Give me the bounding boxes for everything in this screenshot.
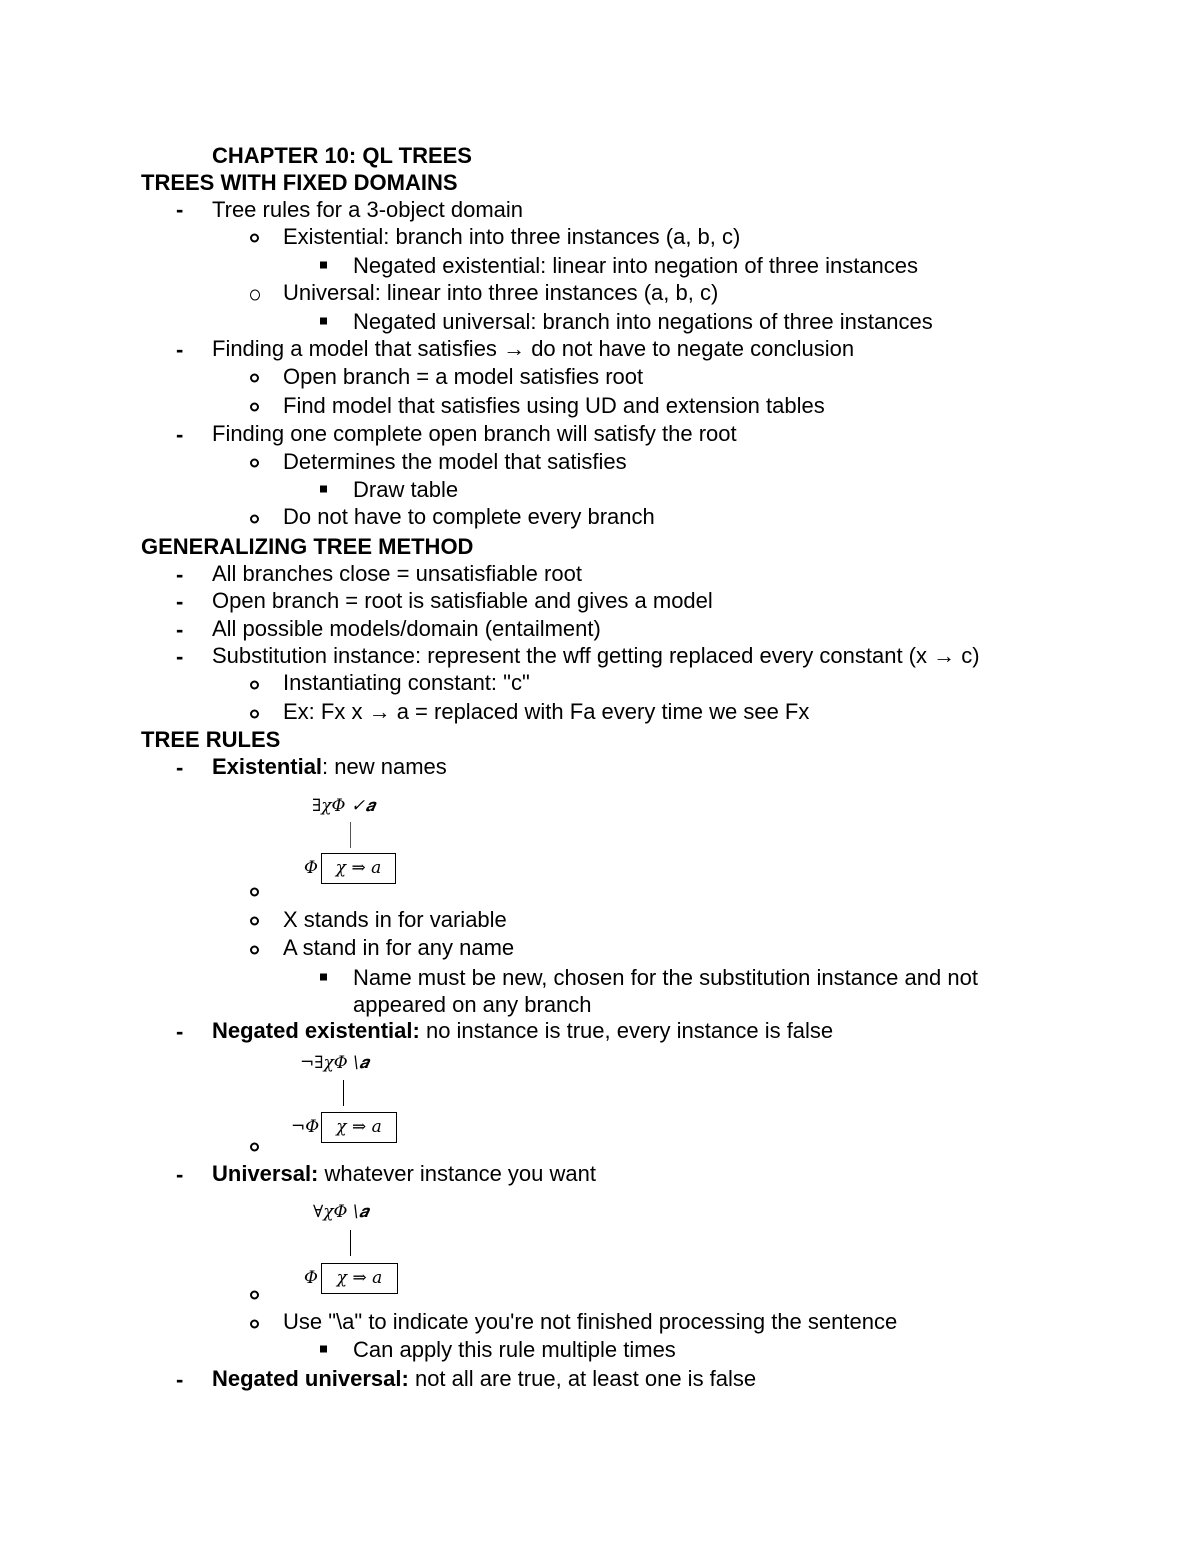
square-bullet [320,486,327,493]
bullet-text: All branches close = unsatisfiable root [212,561,582,586]
square-bullet [320,262,327,269]
bullet-text: All possible models/domain (entailment) [212,616,601,641]
formula-phi: 𝛷 [304,858,318,878]
formula-top: ∀𝜒𝛷 \𝒂 [313,1202,369,1222]
circle-bullet [250,946,259,955]
circle-bullet [250,1291,259,1300]
formula-top: ¬∃𝜒𝛷 \𝒂 [300,1053,369,1073]
bullet-text: Can apply this rule multiple times [353,1337,676,1362]
substitution-box: 𝜒 ⇒ 𝑎 [321,1263,398,1294]
arrow-icon: → [933,643,956,668]
dash-bullet: - [176,197,184,222]
bullet-text: Open branch = root is satisfiable and gives a model [212,588,713,613]
bullet-text: Determines the model that satisfies [283,449,627,474]
dash-bullet: - [176,1162,184,1187]
bullet-text: Finding a model that satisfies → do not have to negate conclusion [212,336,855,361]
bullet-text: Negated universal: not all are true, at least one is false [212,1366,757,1391]
square-bullet [320,318,327,325]
bullet-text: Find model that satisfies using UD and extension tables [283,393,825,418]
square-bullet [320,974,327,981]
substitution-box: 𝜒 ⇒ 𝑎 [321,1112,397,1143]
branch-line [343,1080,344,1106]
dash-bullet: - [176,337,184,362]
bullet-text: Finding one complete open branch will satisfy the root [212,421,737,446]
branch-line [350,822,351,848]
bullet-text-continued: appeared on any branch [353,992,592,1017]
bullet-text: Use "\a" to indicate you're not finished processing the sentence [283,1309,898,1334]
bullet-text: Existential: branch into three instances (a, b, c) [283,224,741,249]
bullet-text: A stand in for any name [283,935,515,960]
circle-bullet [250,234,259,243]
bullet-text: Open branch = a model satisfies root [283,364,644,389]
circle-bullet [250,710,259,719]
dash-bullet: - [176,1019,184,1044]
dash-bullet: - [176,589,184,614]
bullet-text: X stands in for variable [283,907,507,932]
bullet-text: Ex: Fx x → a = replaced with Fa every time we see Fx [283,699,810,724]
branch-line [350,1230,351,1256]
arrow-icon: → [503,336,526,361]
bullet-text: Tree rules for a 3-object domain [212,197,523,222]
circle-bullet [250,515,259,524]
bullet-text: Draw table [353,477,459,502]
bullet-text: Do not have to complete every branch [283,504,655,529]
bullet-text: Name must be new, chosen for the substitution instance and not [353,965,978,990]
square-bullet [320,1346,327,1353]
bullet-text: Universal: linear into three instances (a, b, c) [283,280,719,305]
circle-bullet [250,459,259,468]
bullet-text: Negated existential: linear into negation of three instances [353,253,919,278]
dash-bullet: - [176,1367,184,1392]
section-heading-tree-rules: TREE RULES [141,727,281,752]
dash-bullet: - [176,562,184,587]
section-heading-generalizing: GENERALIZING TREE METHOD [141,534,474,559]
circle-bullet [250,374,259,383]
arrow-icon: → [368,699,391,724]
dash-bullet: - [176,422,184,447]
circle-bullet [250,917,259,926]
bullet-text: Universal: whatever instance you want [212,1161,596,1186]
circle-bullet [250,888,259,897]
bullet-text: Negated existential: no instance is true, every instance is false [212,1018,834,1043]
formula-top: ∃𝜒𝛷 ✓𝒂 [312,796,375,816]
circle-bullet [250,681,259,690]
dash-bullet: - [176,644,184,669]
circle-bullet [250,1143,259,1152]
dash-bullet: - [176,755,184,780]
bullet-text: Instantiating constant: "c" [283,670,530,695]
chapter-title: CHAPTER 10: QL TREES [212,143,472,168]
circle-bullet [250,1320,259,1329]
formula-phi: 𝛷 [304,1268,318,1288]
circle-bullet [250,290,260,301]
formula-phi: ¬𝛷 [291,1117,320,1137]
bullet-text: Negated universal: branch into negations of three instances [353,309,933,334]
section-heading-fixed-domains: TREES WITH FIXED DOMAINS [141,170,458,195]
circle-bullet [250,403,259,412]
dash-bullet: - [176,617,184,642]
substitution-box: 𝜒 ⇒ 𝑎 [321,853,396,884]
bullet-text: Existential: new names [212,754,447,779]
bullet-text: Substitution instance: represent the wff getting replaced every constant (x → c) [212,643,980,668]
